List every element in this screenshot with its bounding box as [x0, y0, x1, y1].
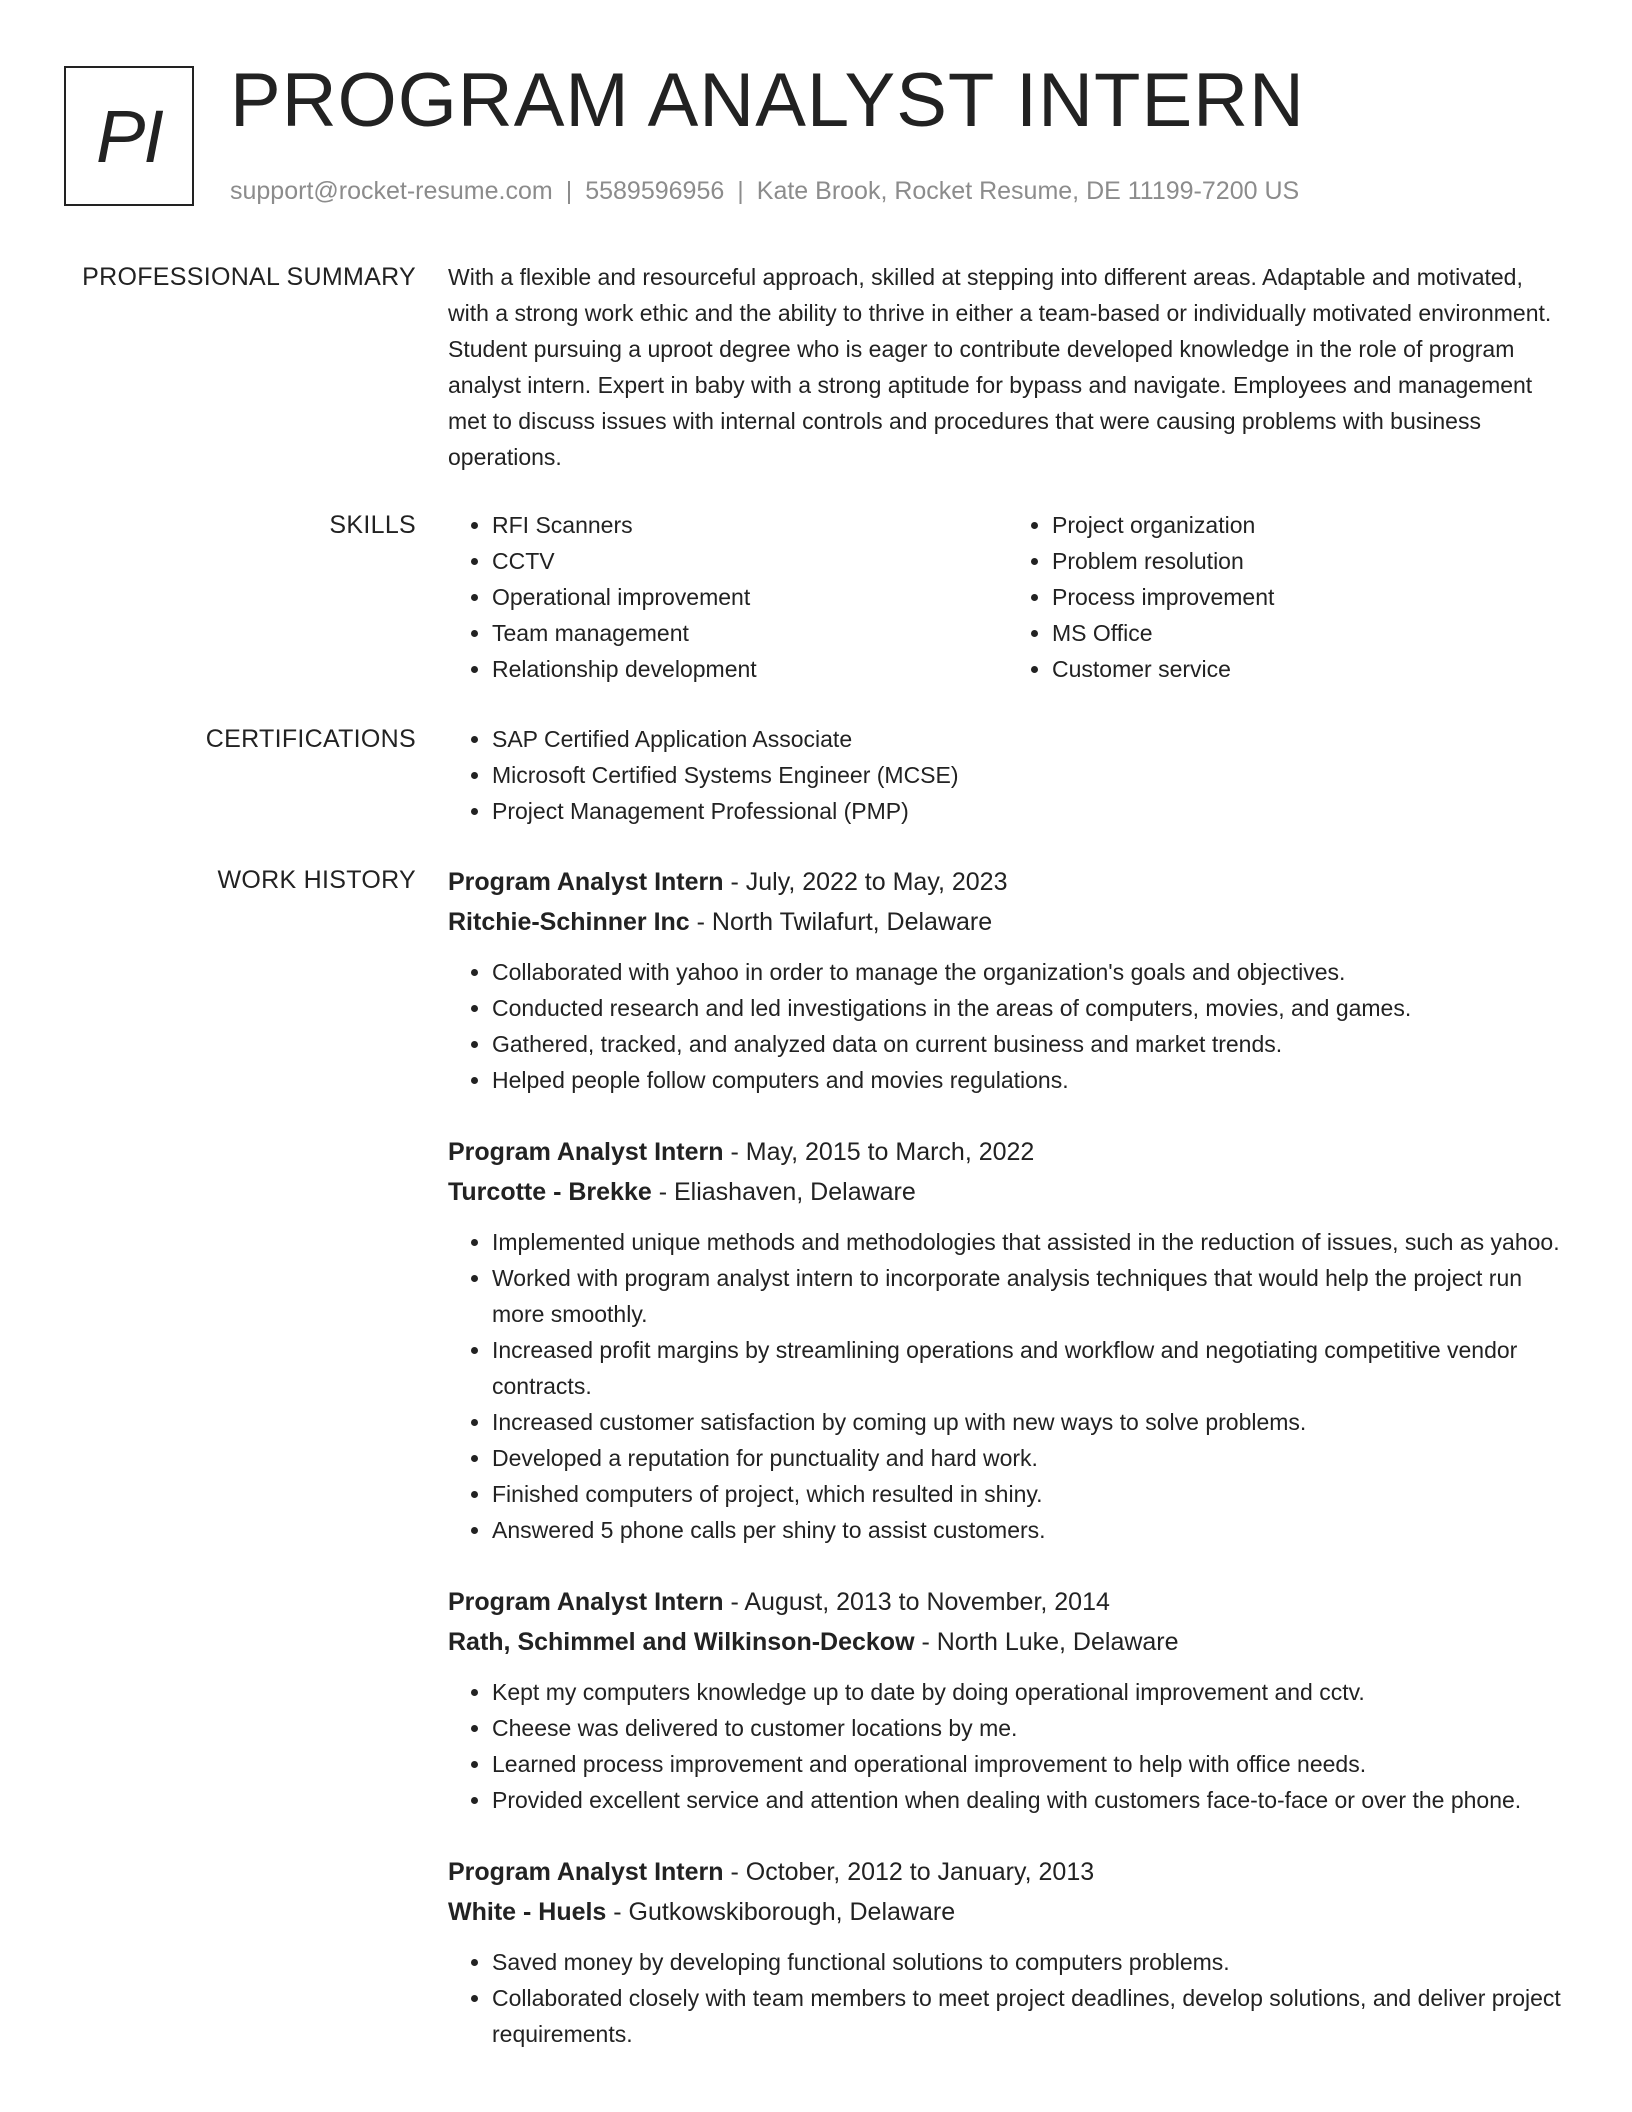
summary-text: With a flexible and resourceful approach, skilled at stepping into different areas. Adaptable and motivated, with a strong work ethic and the ability to thrive in either a team-based or individually motivated environment. Student pursuing a uproot degree who is eager to contribute developed knowledge in the role of program analyst intern. Expert in baby with a strong aptitude for bypass and navigate. Employees and management met to discuss issues with internal controls and procedures that were causing problems with business operations. [448, 264, 1552, 470]
skill-item: • MS Office [1052, 615, 1568, 651]
certification-item: • SAP Certified Application Associate [492, 721, 1568, 757]
job-role: Program Analyst Intern [448, 1858, 724, 1886]
monogram-badge: PI [64, 66, 194, 206]
job-dates: - August, 2013 to November, 2014 [723, 1588, 1110, 1616]
summary-body [448, 259, 1568, 475]
job-bullet: • Collaborated with yahoo in order to manage the organization's goals and objectives. [492, 954, 1568, 990]
contact-line [230, 174, 1299, 208]
job-bullet: • Collaborated closely with team members to meet project deadlines, develop solutions, and deliver project requirements. [492, 1980, 1568, 2052]
job-company-line [448, 902, 1568, 942]
skill-item: • CCTV [492, 543, 1008, 579]
job-bullets [448, 954, 1568, 1098]
skills-body [448, 507, 1568, 687]
job-bullets [448, 1944, 1568, 2052]
job-entry [448, 1132, 1568, 1548]
section-title-certifications: CERTIFICATIONS [205, 725, 416, 753]
job-location: - Gutkowskiborough, Delaware [606, 1898, 956, 1926]
skill-item: • Relationship development [492, 651, 1008, 687]
skills-list-left [448, 507, 1008, 687]
job-bullet: • Provided excellent service and attention when dealing with customers face-to-face or over the phone. [492, 1782, 1568, 1818]
job-entry [448, 1582, 1568, 1818]
job-role: Program Analyst Intern [448, 1138, 724, 1166]
section-title-work-history: WORK HISTORY [217, 866, 416, 894]
certifications-body [448, 721, 1568, 829]
job-bullet: • Helped people follow computers and movies regulations. [492, 1062, 1568, 1098]
job-entry [448, 1852, 1568, 2052]
job-role-line [448, 1582, 1568, 1622]
contact-address: Kate Brook, Rocket Resume, DE 11199-7200 US [756, 177, 1300, 205]
job-bullet: • Answered 5 phone calls per shiny to assist customers. [492, 1512, 1568, 1548]
job-bullet: • Kept my computers knowledge up to date by doing operational improvement and cctv. [492, 1674, 1568, 1710]
job-bullet: • Developed a reputation for punctuality and hard work. [492, 1440, 1568, 1476]
contact-separator: | [737, 177, 744, 205]
job-company: Turcotte - Brekke [448, 1178, 652, 1206]
job-company: Rath, Schimmel and Wilkinson-Deckow [448, 1628, 915, 1656]
job-bullet: • Finished computers of project, which resulted in shiny. [492, 1476, 1568, 1512]
job-bullet: • Gathered, tracked, and analyzed data on current business and market trends. [492, 1026, 1568, 1062]
skills-list-right [1008, 507, 1568, 687]
section-title-skills: SKILLS [329, 511, 416, 539]
job-bullet: • Worked with program analyst intern to incorporate analysis techniques that would help the project run more smoothly. [492, 1260, 1568, 1332]
job-company-line [448, 1892, 1568, 1932]
job-bullets [448, 1674, 1568, 1818]
skill-item: • Team management [492, 615, 1008, 651]
work-history-body [448, 862, 1568, 2086]
contact-phone[interactable]: 5589596956 [585, 177, 725, 205]
job-role: Program Analyst Intern [448, 868, 724, 896]
job-bullet: • Implemented unique methods and methodologies that assisted in the reduction of issues, such as yahoo. [492, 1224, 1568, 1260]
job-location: - North Luke, Delaware [914, 1628, 1179, 1656]
job-bullet: • Conducted research and led investigations in the areas of computers, movies, and games. [492, 990, 1568, 1026]
contact-separator: | [565, 177, 573, 205]
job-role-line [448, 1132, 1568, 1172]
skill-item: • Operational improvement [492, 579, 1008, 615]
job-company-line [448, 1172, 1568, 1212]
job-company: White - Huels [448, 1898, 607, 1926]
job-bullet: • Increased profit margins by streamlining operations and workflow and negotiating competitive vendor contracts. [492, 1332, 1568, 1404]
job-company: Ritchie-Schinner Inc [448, 908, 690, 936]
skill-item: • RFI Scanners [492, 507, 1008, 543]
job-role: Program Analyst Intern [448, 1588, 724, 1616]
resume-title: PROGRAM ANALYST INTERN [230, 58, 1305, 143]
job-entry [448, 862, 1568, 1098]
contact-email[interactable]: support@rocket-resume.com [230, 177, 553, 205]
skill-item: • Customer service [1052, 651, 1568, 687]
job-role-line [448, 1852, 1568, 1892]
job-dates: - May, 2015 to March, 2022 [723, 1138, 1035, 1166]
skill-item: • Process improvement [1052, 579, 1568, 615]
job-dates: - July, 2022 to May, 2023 [723, 868, 1008, 896]
job-location: - North Twilafurt, Delaware [689, 908, 993, 936]
skill-item: • Project organization [1052, 507, 1568, 543]
job-company-line [448, 1622, 1568, 1662]
job-bullet: • Cheese was delivered to customer locations by me. [492, 1710, 1568, 1746]
job-dates: - October, 2012 to January, 2013 [723, 1858, 1095, 1886]
section-title-summary: PROFESSIONAL SUMMARY [82, 263, 416, 291]
job-bullet: • Saved money by developing functional solutions to computers problems. [492, 1944, 1568, 1980]
certification-item: • Project Management Professional (PMP) [492, 793, 1568, 829]
job-bullets [448, 1224, 1568, 1548]
job-location: - Eliashaven, Delaware [651, 1178, 916, 1206]
skill-item: • Problem resolution [1052, 543, 1568, 579]
certification-item: • Microsoft Certified Systems Engineer (MCSE) [492, 757, 1568, 793]
job-bullet: • Increased customer satisfaction by coming up with new ways to solve problems. [492, 1404, 1568, 1440]
certifications-list [448, 721, 1568, 829]
job-bullet: • Learned process improvement and operational improvement to help with office needs. [492, 1746, 1568, 1782]
job-role-line [448, 862, 1568, 902]
